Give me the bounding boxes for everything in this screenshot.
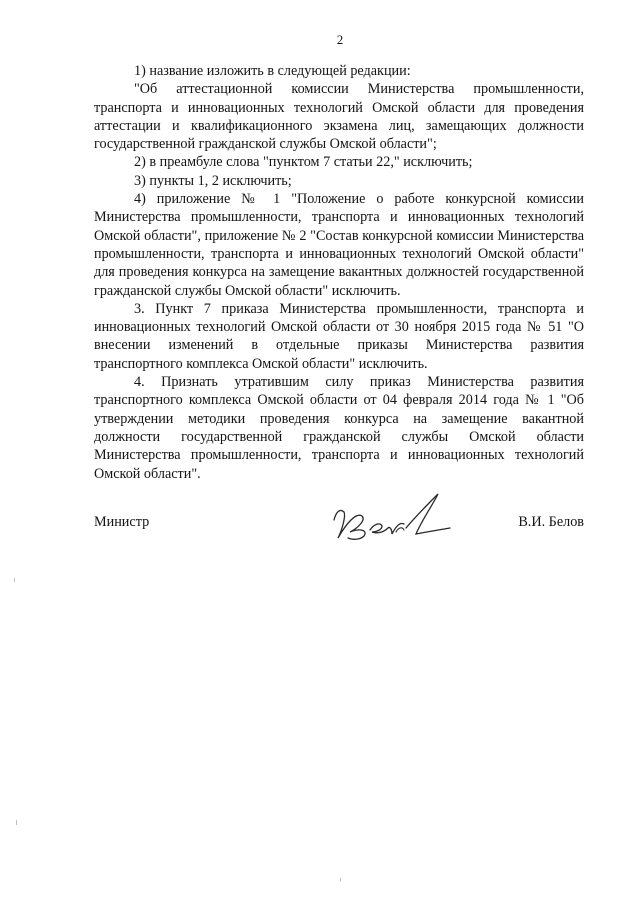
paragraph-item-4: 4) приложение № 1 "Положение о работе конкурсной комиссии Министерства промышленности, транспорта и инновационных технологий Омской области", приложение № 2 "Состав конкурсной комиссии Министерства промышленности, транспорта и инновационных технологий Омской области" для проведения конкурса на замещение вакантных должностей государственной гражданской службы Омской области" исключить. — [94, 191, 584, 299]
paragraph-new-title: "Об аттестационной комиссии Министерства промышленности, транспорта и инновационных технологий Омской области для проведения аттестации и квалификационного экзамена лиц, замещающих должности государственной гражданской службы Омской области"; — [94, 81, 584, 153]
paragraph-item-2: 2) в преамбуле слова "пунктом 7 статьи 22," исключить; — [134, 154, 473, 171]
document-body — [94, 62, 584, 483]
paragraph-item-1: 1) название изложить в следующей редакции: — [134, 63, 411, 79]
scan-speck — [16, 820, 17, 825]
signatory-name: В.И. Белов — [518, 514, 584, 530]
scan-speck — [14, 578, 15, 582]
page-number: 2 — [336, 32, 344, 47]
paragraph-clause-4: 4. Признать утратившим силу приказ Министерства развития транспортного комплекса Омской области от 04 февраля 2014 года № 1 "Об утверждении методики проведения конкурса на замещение вакантной должности государственной гражданской службы Омской области Министерства промышленности, транспорта и инновационных технологий Омской области". — [94, 374, 584, 482]
handwritten-signature — [326, 490, 456, 550]
scan-speck — [340, 878, 341, 881]
paragraph-item-3: 3) пункты 1, 2 исключить; — [134, 172, 292, 189]
signature-block — [94, 512, 584, 552]
paragraph-clause-3: 3. Пункт 7 приказа Министерства промышленности, транспорта и инновационных технологий Омской области от 30 ноября 2015 года № 51 "О внесении изменений в отдельные приказы Министерства развития транспортного комплекса Омской области" исключить. — [94, 300, 584, 372]
signatory-title: Министр — [94, 514, 150, 530]
